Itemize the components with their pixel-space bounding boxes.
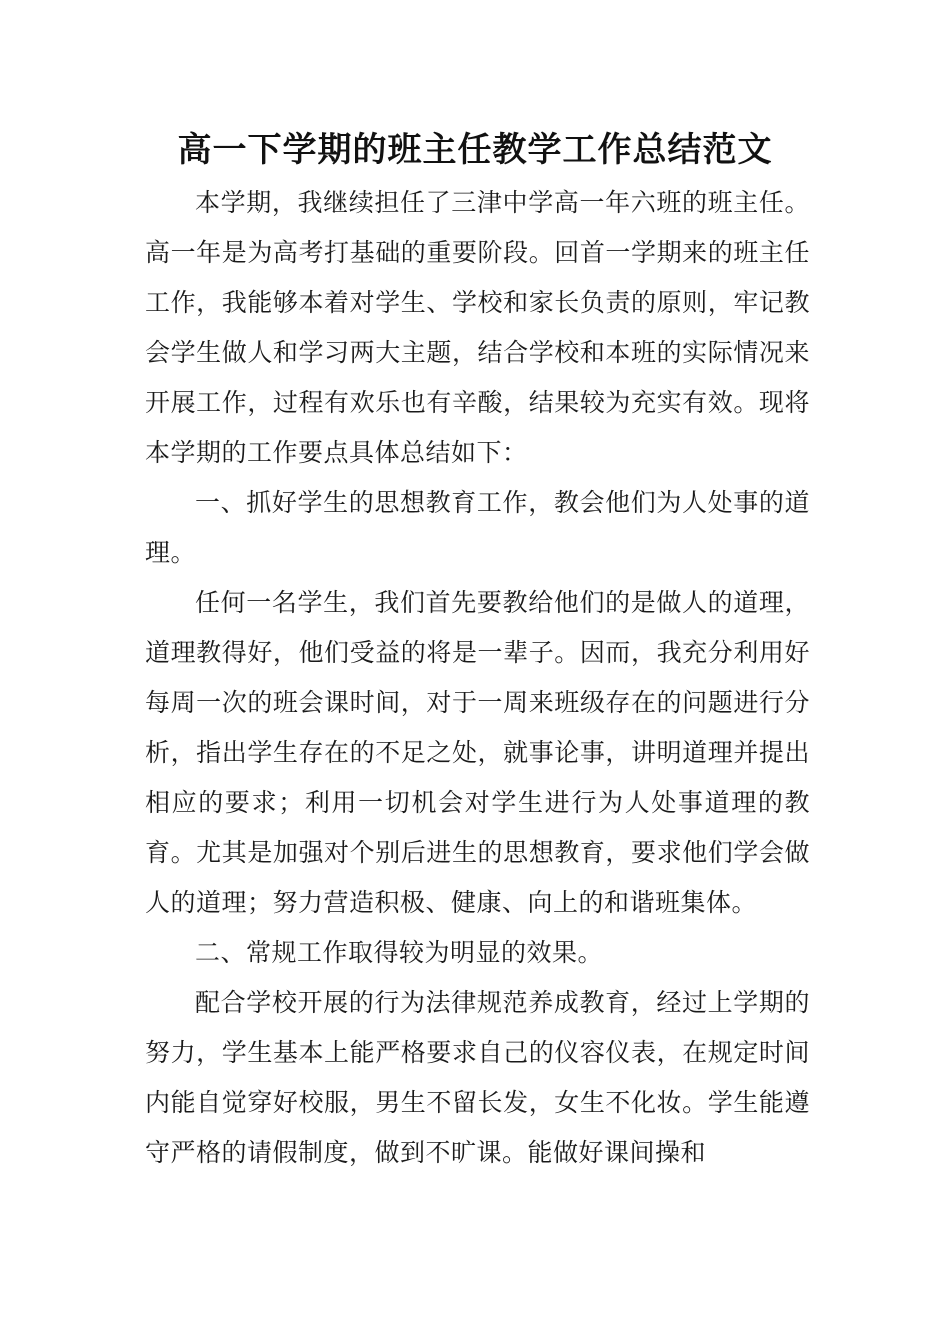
section-heading-2: 二、常规工作取得较为明显的效果。 [195, 938, 604, 967]
section-heading-1: 一、抓好学生的思想教育工作，教会他们为人处事的道理。 [145, 488, 810, 567]
paragraph-intro: 本学期，我继续担任了三津中学高一年六班的班主任。高一年是为高考打基础的重要阶段。回首一学期来的班主任工作，我能够本着对学生、学校和家长负责的原则，牢记教会学生做人和学习两大主题，结合学校和本班的实际情况来开展工作，过程有欢乐也有辛酸，结果较为充实有效。现将本学期的工作要点具体总结如下： [145, 188, 810, 467]
document-title: 高一下学期的班主任教学工作总结范文 [177, 130, 773, 170]
paragraph-section-2: 配合学校开展的行为法律规范养成教育，经过上学期的努力，学生基本上能严格要求自己的仪容仪表，在规定时间内能自觉穿好校服，男生不留长发，女生不化妆。学生能遵守严格的请假制度，做到不旷课。能做好课间操和 [145, 988, 810, 1167]
paragraph-section-1: 任何一名学生，我们首先要教给他们的是做人的道理，道理教得好，他们受益的将是一辈子。因而，我充分利用好每周一次的班会课时间，对于一周来班级存在的问题进行分析，指出学生存在的不足之处，就事论事，讲明道理并提出相应的要求；利用一切机会对学生进行为人处事道理的教育。尤其是加强对个别后进生的思想教育，要求他们学会做人的道理；努力营造积极、健康、向上的和谐班集体。 [145, 588, 810, 917]
document-body [145, 178, 810, 1178]
